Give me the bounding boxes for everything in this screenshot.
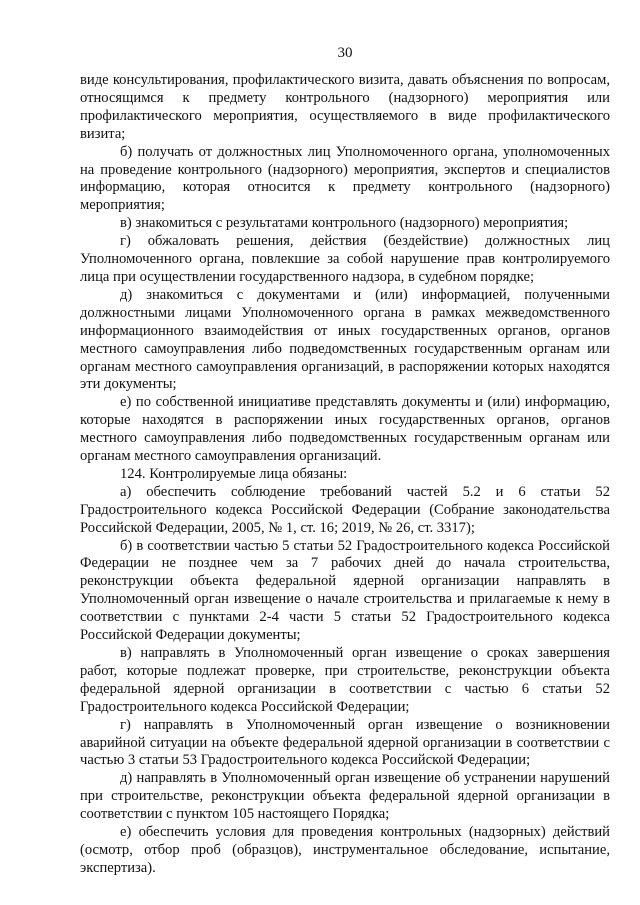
paragraph-obligation-b: б) в соответствии частью 5 статьи 52 Градостроительного кодекса Российской Федерации не позднее чем за 7 рабочих дней до начала строительства, реконструкции объекта федеральной ядерной организации направлять в Уполномоченный орган извещение о начале строительства и прилагаемые к нему в соответствии с пунктами 2-4 части 5 статьи 52 Градостроительного кодекса Российской Федерации документы; [80, 537, 610, 644]
paragraph-obligation-e: е) обеспечить условия для проведения контрольных (надзорных) действий (осмотр, отбор проб (образцов), инструментальное обследование, испытание, экспертиза). [80, 824, 610, 876]
paragraph-item-g-appeal: г) обжаловать решения, действия (бездействие) должностных лиц Уполномоченного органа, повлекшие за собой нарушение прав контролируемого лица при осуществлении государственного надзора, в судебном порядке; [80, 233, 610, 285]
paragraph-item-d-review-documents: д) знакомиться с документами и (или) информацией, полученными должностными лицами Уполномоченного органа в рамках межведомственного информационного взаимодействия от иных государственных органов, органов местного самоуправления либо подведомственных государственным органам или органам местного самоуправления организаций, в распоряжении которых находятся эти документы; [80, 286, 610, 393]
paragraph-item-e-submit-documents: е) по собственной инициативе представлять документы и (или) информацию, которые находятся в распоряжении иных государственных органов, органов местного самоуправления либо подведомственных государственным органам или органам местного самоуправления организаций. [80, 394, 610, 465]
document-page [80, 44, 610, 878]
page-number: 30 [337, 45, 353, 61]
paragraph-continuation: виде консультирования, профилактического визита, давать объяснения по вопросам, относящимся к предмету контрольного (надзорного) мероприятия или профилактического мероприятия, осуществляемого в виде профилактического визита; [80, 72, 610, 142]
paragraph-obligation-g: г) направлять в Уполномоченный орган извещение о возникновении аварийной ситуации на объекте федеральной ядерной организации в соответствии с частью 3 статьи 53 Градостроительного кодекса Российской Федерации; [80, 716, 610, 769]
paragraph-obligation-v: в) направлять в Уполномоченный орган извещение о сроках завершения работ, которые подлежат проверке, при строительстве, реконструкции объекта федеральной ядерной организации в соответствии с частью 6 статьи 52 Градостроительного кодекса Российской Федерации; [80, 645, 610, 715]
paragraph-obligation-d: д) направлять в Уполномоченный орган извещение об устранении нарушений при строительстве, реконструкции объекта федеральной ядерной организации в соответствии с пунктом 105 настоящего Порядка; [80, 770, 610, 823]
paragraph-item-b-receive-info: б) получать от должностных лиц Уполномоченного органа, уполномоченных на проведение контрольного (надзорного) мероприятия, экспертов и специалистов информацию, которая относится к предмету контрольного (надзорного) мероприятия; [80, 143, 610, 214]
paragraph-obligation-a: а) обеспечить соблюдение требований частей 5.2 и 6 статьи 52 Градостроительного кодекса Российской Федерации (Собрание законодательства Российской Федерации, 2005, № 1, ст. 16; 2019, № 26, ст. 3317); [80, 483, 610, 536]
paragraph-item-v-review-results: в) знакомиться с результатами контрольного (надзорного) мероприятия; [120, 215, 569, 232]
document-body [80, 72, 610, 878]
paragraph-clause-124: 124. Контролируемые лица обязаны: [120, 465, 348, 482]
